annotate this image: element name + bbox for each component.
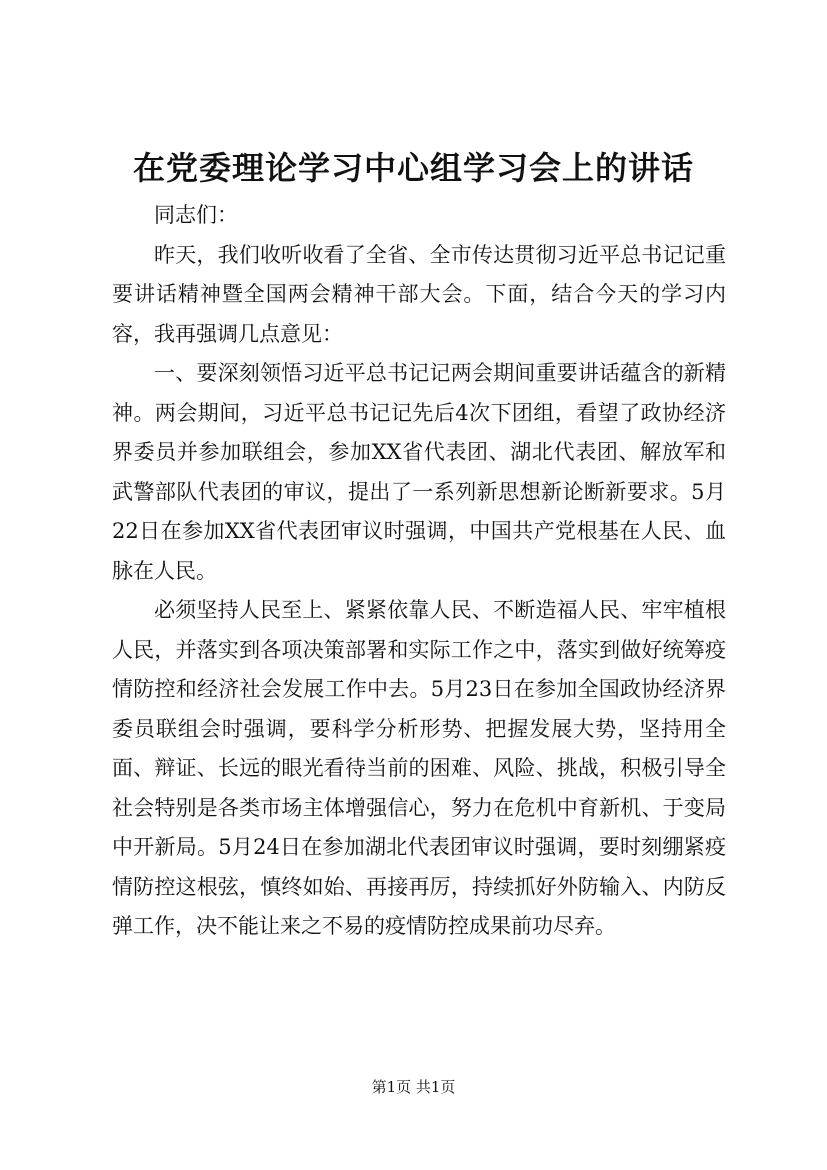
document-title: 在党委理论学习中心组学习会上的讲话 [132, 149, 694, 187]
paragraph-1: 昨天，我们收听收看了全省、全市传达贯彻习近平总书记记重要讲话精神暨全国两会精神干部大会。下面，结合今天的学习内容，我再强调几点意见： [112, 242, 726, 346]
paragraph-3: 必须坚持人民至上、紧紧依靠人民、不断造福人民、牢牢植根人民，并落实到各项决策部署和实际工作之中，落实到做好统筹疫情防控和经济社会发展工作中去。5月23日在参加全国政协经济界委员联组会时强调，要科学分析形势、把握发展大势，坚持用全面、辩证、长远的眼光看待当前的困难、风险、挑战，积极引导全社会特别是各类市场主体增强信心，努力在危机中育新机、于变局中开新局。5月24日在参加湖北代表团审议时强调，要时刻绷紧疫情防控这根弦，慎终如始、再接再厉，持续抓好外防输入、内防反弹工作，决不能让来之不易的疫情防控成果前功尽弃。 [112, 598, 726, 938]
salutation: 同志们： [154, 203, 238, 227]
document-body [112, 196, 726, 947]
paragraph-2: 一、要深刻领悟习近平总书记记两会期间重要讲话蕴含的新精神。两会期间，习近平总书记记先后4次下团组，看望了政协经济界委员并参加联组会，参加XX省代表团、湖北代表团、解放军和武警部队代表团的审议，提出了一系列新思想新论断新要求。5月22日在参加XX省代表团审议时强调，中国共产党根基在人民、血脉在人民。 [112, 361, 726, 583]
page-footer: 第1页 共1页 [371, 1078, 456, 1096]
